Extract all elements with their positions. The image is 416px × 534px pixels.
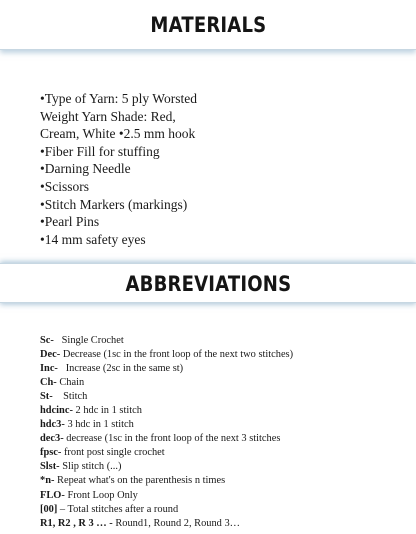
abbreviation-item [40, 390, 400, 404]
abbreviation-separator [54, 335, 62, 346]
materials-line: •Darning Needle [40, 161, 131, 177]
abbreviation-separator [58, 363, 66, 374]
abbreviation-item [40, 376, 400, 390]
abbreviation-item [40, 446, 400, 460]
abbreviation-term: *n- [40, 475, 55, 487]
abbreviation-term: Inc- [40, 363, 58, 375]
abbreviation-definition: – Total stitches after a round [59, 503, 179, 515]
abbreviation-item [40, 489, 400, 503]
abbreviation-item [40, 432, 400, 446]
materials-heading: MATERIALS [150, 13, 266, 37]
abbreviation-item [40, 517, 400, 531]
abbreviation-separator [53, 391, 63, 402]
materials-line: •Fiber Fill for stuffing [40, 143, 160, 159]
materials-heading-banner [0, 0, 416, 50]
abbreviation-item [40, 418, 400, 432]
abbreviation-definition: Repeat what's on the parenthesis n times [57, 475, 226, 487]
abbreviations-heading: ABBREVIATIONS [125, 272, 291, 296]
abbreviation-item [40, 503, 400, 517]
abbreviation-term: dec3- [40, 433, 64, 445]
abbreviation-term: hdcinc- [40, 405, 73, 417]
abbreviation-term: Ch- [40, 377, 57, 389]
abbreviation-definition: Round1, Round 2, Round 3… [115, 517, 241, 529]
materials-line: •Stitch Markers (markings) [40, 196, 188, 212]
abbreviation-term: FLO- [40, 489, 65, 501]
abbreviation-item [40, 348, 400, 362]
abbreviation-term: Dec- [40, 349, 61, 361]
abbreviation-item [40, 460, 400, 474]
abbreviation-definition: decrease (1sc in the front loop of the next 3 stitches [66, 433, 281, 445]
materials-line: •14 mm safety eyes [40, 231, 146, 247]
abbreviation-definition: Chain [59, 377, 85, 389]
abbreviation-term: Sc- [40, 335, 54, 346]
abbreviations-list [40, 334, 400, 531]
abbreviation-term: Slst- [40, 461, 60, 473]
materials-line: •Type of Yarn: 5 ply Worsted [40, 91, 197, 106]
abbreviation-term: R1, R2 , R 3 … - [40, 517, 113, 529]
abbreviation-definition: Single Crochet [61, 335, 124, 346]
abbreviation-term: [00] [40, 503, 58, 515]
materials-list [40, 90, 240, 248]
materials-line: Cream, White •2.5 mm hook [40, 126, 196, 142]
abbreviation-definition: Increase (2sc in the same st) [65, 363, 184, 375]
abbreviation-item [40, 474, 400, 488]
abbreviation-item [40, 362, 400, 376]
abbreviation-term: hdc3- [40, 419, 65, 431]
abbreviation-item [40, 334, 400, 348]
abbreviation-term: fpsc- [40, 447, 62, 459]
materials-line: •Pearl Pins [40, 214, 100, 230]
abbreviation-definition: Stitch [63, 391, 88, 403]
materials-line: Weight Yarn Shade: Red, [40, 108, 176, 124]
abbreviation-item [40, 404, 400, 418]
materials-line: •Scissors [40, 178, 89, 194]
abbreviation-definition: 3 hdc in 1 stitch [67, 419, 134, 431]
abbreviation-definition: front post single crochet [63, 447, 165, 459]
abbreviation-definition: 2 hdc in 1 stitch [75, 405, 142, 417]
abbreviations-heading-banner [0, 263, 416, 303]
abbreviation-definition: Decrease (1sc in the front loop of the next two stitches) [62, 349, 294, 361]
abbreviation-term: St- [40, 391, 53, 403]
abbreviation-definition: Slip stitch (...) [62, 461, 122, 473]
abbreviation-definition: Front Loop Only [67, 489, 138, 501]
